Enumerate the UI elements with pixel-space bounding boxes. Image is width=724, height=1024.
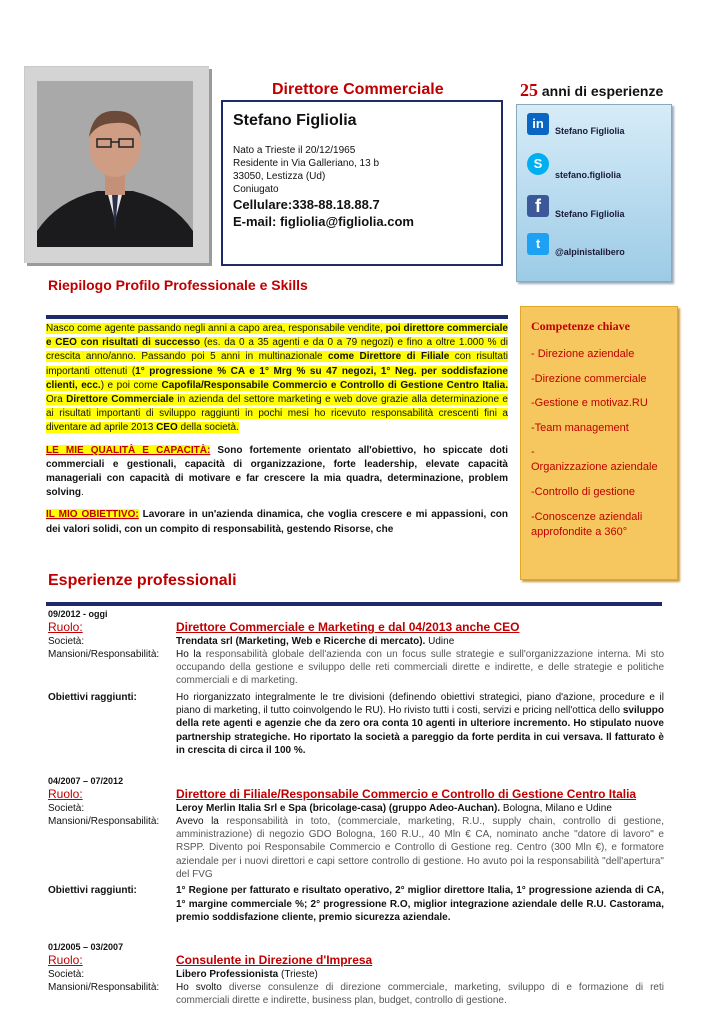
- skill-item: -Organizzazione aziendale: [531, 446, 658, 473]
- job-period: 01/2005 – 03/2007: [48, 942, 124, 952]
- job-entry: [48, 775, 664, 924]
- profile-section-title: Riepilogo Profilo Professionale e Skills: [48, 277, 308, 293]
- job-entry: [48, 941, 664, 1007]
- summary-bold-2: come Direttore di Filiale: [327, 351, 450, 363]
- objective-label: IL MIO OBIETTIVO:: [46, 509, 139, 521]
- skill-item: -Gestione e motivaz.RU: [531, 397, 648, 409]
- company-name: Leroy Merlin Italia Srl e Spa (bricolage-casa) (gruppo Adeo-Auchan).: [176, 802, 501, 814]
- summary-bold-1: poi direttore commerciale e CEO con risultati di successo: [46, 323, 508, 349]
- company-location: (Trieste): [278, 968, 318, 980]
- social-links-box: [516, 104, 672, 282]
- summary-text-4: ) e poi come: [100, 379, 162, 391]
- results-text: sviluppo della rete agenti e agenzie che da zero ora conta 10 agenti in ulteriore incremento. Ho stipulato nuove partnership strategiche. Ho riportato la società a pareggio da forte perdita in cui versava. Il fatturato è in crescita di circa il 100 %.: [176, 705, 664, 756]
- marital-status: Coniugato: [233, 184, 279, 195]
- skill-item: -Direzione commerciale: [531, 373, 647, 385]
- qualities-label: LE MIE QUALITÀ E CAPACITÀ:: [46, 444, 211, 456]
- city-line: 33050, Lestizza (Ud): [233, 171, 326, 182]
- qualities-paragraph: [46, 444, 508, 501]
- qualities-text: Sono fortemente orientato all'obiettivo, ho spiccate doti commerciali e gestionali, capacità di organizzazione, forte leadership, elevate capacità manageriali con capacità di motivare e far crescere la mia quadra, determinazione, problem solving: [46, 444, 508, 499]
- company-location: Bologna, Milano e Udine: [500, 802, 612, 814]
- duties-label: Mansioni/Responsabilità:: [48, 648, 160, 660]
- summary-text-7: della società.: [177, 422, 239, 434]
- summary-bold-5: Direttore Commerciale: [66, 394, 174, 406]
- objective-text: Lavorare in un'azienda dinamica, che voglia crescere e mi appassioni, con dei valori solidi, con un compito di responsabilità, gestendo Risorse, che: [46, 509, 508, 535]
- years-experience: [520, 80, 663, 101]
- duties-label: Mansioni/Responsabilità:: [48, 815, 160, 827]
- summary-bold-4: Capofila/Responsabile Commercio e Controllo di Gestione Centro Italia.: [161, 379, 509, 391]
- skills-title: Competenze chiave: [531, 319, 630, 333]
- person-name: Stefano Figliolia: [233, 112, 357, 129]
- profile-divider: [46, 315, 508, 319]
- company-name: Libero Professionista: [176, 968, 279, 980]
- facebook-icon[interactable]: f: [527, 195, 549, 217]
- job-role: Direttore di Filiale/Responsabile Commercio e Controllo di Gestione Centro Italia: [176, 787, 637, 802]
- linkedin-icon[interactable]: in: [527, 113, 549, 135]
- results-lead: Ho riorganizzato integralmente le tre divisioni (definendo obiettivi strategici, piano d'azione, procedure e il piano di marketing, il tutto coinvolgendo le RU). Ho rivisto tutti i costi, servizi e pricing nell'ottica dello: [176, 691, 664, 717]
- company-label: Società:: [48, 968, 85, 980]
- facebook-label[interactable]: Stefano Figliolia: [555, 209, 625, 219]
- personal-info-box: [221, 100, 503, 266]
- duties-text: responsabilità in toto, (commerciale, marketing, R.U., supply chain, controllo di gestione, amministrazione) di negozio GDO Bologna, 160 R.U., 40 Mln € CA, nominato anche "datore di lavoro" e RSPP. Divento poi Responsabile Commercio e Controllo di Gestione reg. Centro (300 Mln €), e formatore aziendale per i nuovi direttori e capi settore controllo di gestione. Ho avuto poi la responsabilità "dell'apertura" del FVG: [176, 815, 664, 881]
- role-label: Ruolo:: [48, 787, 83, 802]
- profile-summary: [46, 322, 508, 537]
- skype-label[interactable]: stefano.figliolia: [555, 170, 622, 180]
- twitter-label[interactable]: @alpinistalibero: [555, 247, 625, 257]
- results-text: 1° Regione per fatturato e risultato operativo, 2° miglior direttore Italia, 1° progressione azienda di CA, 1° margine commerciale %; 2° progressione R.O, miglior integrazione aziendale delle R.U. Castorama, premio soddisfazione cliente, premio sicurezza aziendale.: [176, 885, 664, 923]
- objective-paragraph: [46, 508, 508, 536]
- linkedin-label[interactable]: Stefano Figliolia: [555, 126, 625, 136]
- duties-lead: Ho svolto: [176, 981, 229, 993]
- duties-text: diverse consulenze di direzione commerciale, marketing, sviluppo di e formazione di reti commerciali dirette e indirette, business plan, budget, controllo di gestione.: [176, 981, 664, 1007]
- job-role: Consulente in Direzione d'Impresa: [176, 953, 373, 968]
- job-period: 04/2007 – 07/2012: [48, 776, 124, 786]
- address-line: Residente in Via Galleriano, 13 b: [233, 158, 380, 169]
- job-period: 09/2012 - oggi: [48, 609, 108, 619]
- results-label: Obiettivi raggiunti:: [48, 885, 137, 897]
- photo-frame: [24, 66, 209, 263]
- role-label: Ruolo:: [48, 620, 83, 635]
- duties-lead: Avevo la: [176, 815, 227, 827]
- job-role: Direttore Commerciale e Marketing e dal 04/2013 anche CEO: [176, 620, 520, 635]
- skill-item: -Controllo di gestione: [531, 486, 635, 498]
- summary-text-1: Nasco come agente passando negli anni a capo area, responsabile vendite,: [46, 323, 386, 334]
- experience-divider: [46, 602, 662, 606]
- experience-section-title: Esperienze professionali: [48, 572, 237, 589]
- summary-text-6: in azienda del settore marketing e web dove grazie alla determinazione e ai risultati importanti di sviluppo raggiunti in pochi mesi ho ricevuto responsabilità crescenti fini a diventare ad aprile 2013: [46, 394, 508, 434]
- phone: Cellulare:338-88.18.88.7: [233, 197, 380, 212]
- job-title: Direttore Commerciale: [272, 81, 444, 98]
- portrait-image: [37, 81, 193, 247]
- years-number: 25: [520, 80, 538, 100]
- birth-info: Nato a Trieste il 20/12/1965: [233, 145, 356, 156]
- twitter-icon[interactable]: t: [527, 233, 549, 255]
- email[interactable]: E-mail: figliolia@figliolia.com: [233, 214, 414, 229]
- profile-photo: [37, 81, 193, 247]
- years-label: anni di esperienze: [541, 83, 664, 99]
- duties-label: Mansioni/Responsabilità:: [48, 981, 160, 993]
- company-name: Trendata srl (Marketing, Web e Ricerche di mercato).: [176, 635, 426, 647]
- qualities-end: .: [81, 487, 84, 499]
- company-label: Società:: [48, 635, 85, 647]
- results-label: Obiettivi raggiunti:: [48, 691, 137, 703]
- skype-icon[interactable]: S: [527, 153, 549, 175]
- company-location: Udine: [425, 635, 455, 647]
- role-label: Ruolo:: [48, 953, 83, 968]
- skill-item: -Conoscenze aziendali approfondite a 360°: [531, 511, 643, 538]
- summary-paragraph: [46, 322, 508, 436]
- summary-text-3: con risultati importanti ottenuti (: [46, 351, 508, 377]
- skill-item: -Team management: [531, 422, 629, 434]
- job-entry: [48, 608, 664, 757]
- company-label: Società:: [48, 802, 85, 814]
- duties-lead: Ho la: [176, 648, 206, 660]
- summary-bold-6: CEO: [156, 422, 178, 434]
- skills-box: [520, 306, 678, 580]
- skill-item: - Direzione aziendale: [531, 348, 635, 360]
- summary-text-2: (es. da 0 a 35 agenti e da 0 a 79 negozi) e fino a oltre 1.000 % di crescita anno/anno. Passando poi 5 anni in multinazionale: [46, 337, 508, 363]
- summary-text-5: Ora: [46, 394, 67, 406]
- duties-text: responsabilità globale dell'azienda con un focus sulle strategie e sull'organizzazione interna. Mi sto occupando della gestione e sviluppo delle reti commerciali dirette e indirette, e delle strategie e politiche commerciali e di marketing.: [176, 648, 665, 687]
- summary-bold-3: 1° progressione % CA e 1° Mrg % su 47 negozi, 1° Neg. per soddisfazione clienti, ecc.: [46, 365, 508, 391]
